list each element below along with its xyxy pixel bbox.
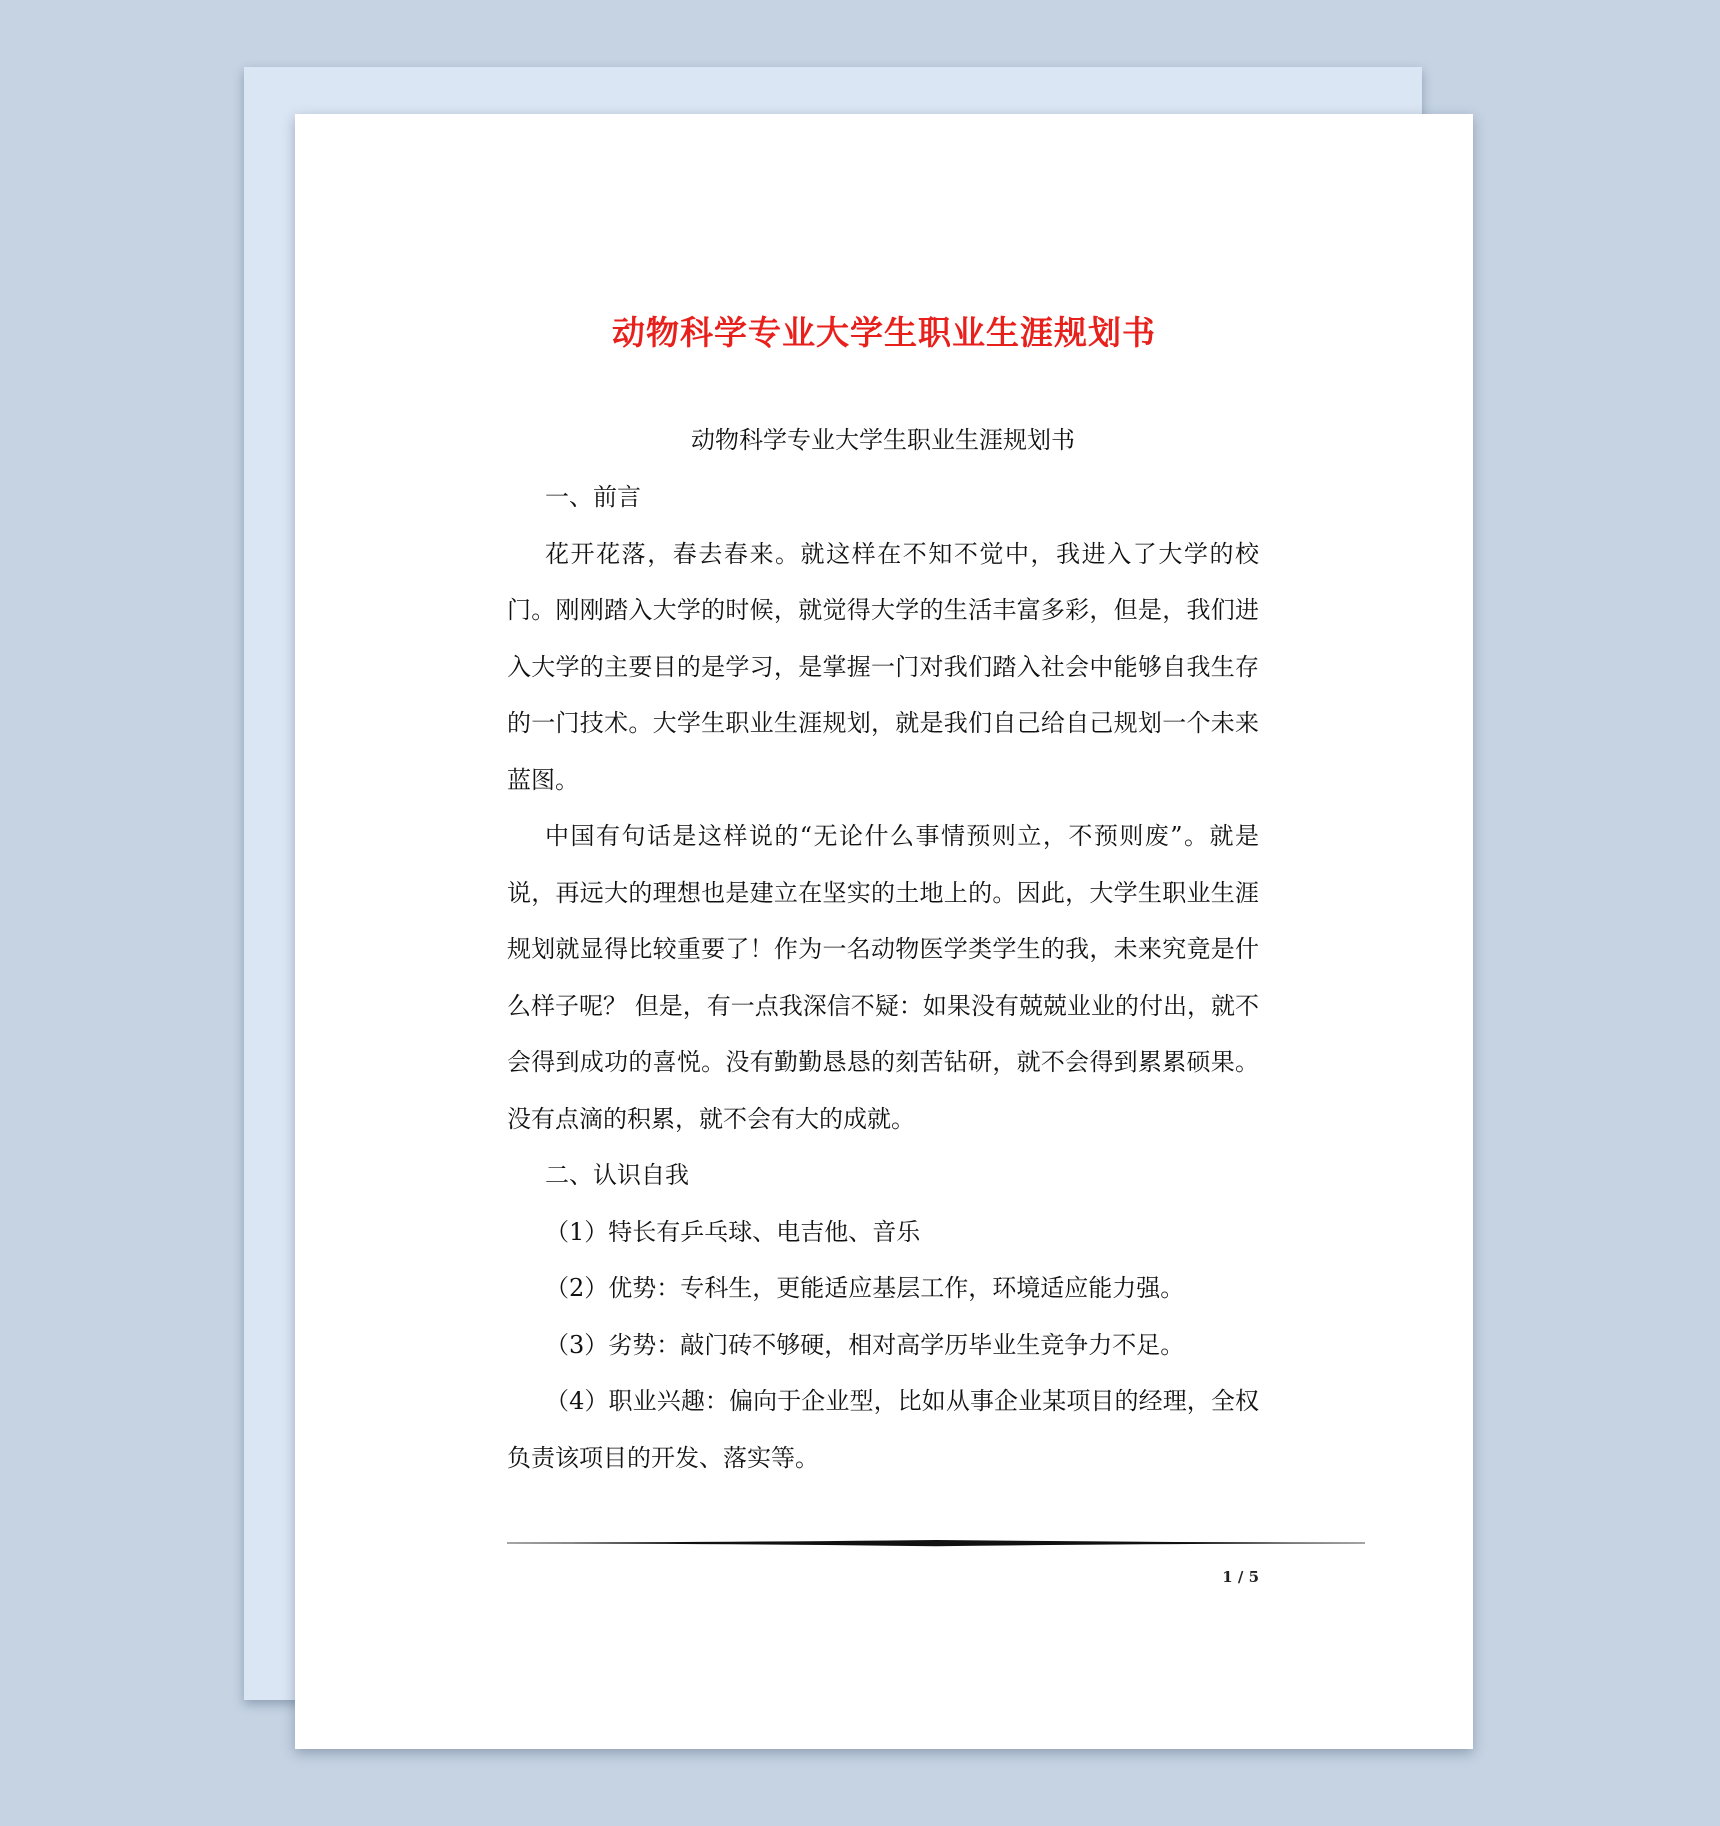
document-body: [507, 412, 1259, 1486]
document-title: 动物科学专业大学生职业生涯规划书: [612, 313, 1156, 352]
page-number: 1 / 5: [1222, 1568, 1259, 1586]
paragraph-intro: 花开花落，春去春来。就这样在不知不觉中，我进入了大学的校门。刚刚踏入大学的时候，就觉得大学的生活丰富多彩，但是，我们进入大学的主要目的是学习，是掌握一门对我们踏入社会中能够自我生存的一门技术。大学生职业生涯规划，就是我们自己给自己规划一个未来蓝图。: [507, 539, 1259, 794]
paragraph-proverb: 中国有句话是这样说的“无论什么事情预则立，不预则废”。就是说，再远大的理想也是建立在坚实的土地上的。因此，大学生职业生涯规划就显得比较重要了！作为一名动物医学类学生的我，未来究竟是什么样子呢？ 但是，有一点我深信不疑：如果没有兢兢业业的付出，就不会得到成功的喜悦。没有勤勤恳恳的刻苦钻研，就不会得到累累硕果。没有点滴的积累，就不会有大的成就。: [507, 822, 1259, 1133]
section-heading-preface: 一、前言: [545, 483, 641, 511]
footer-divider: [507, 1538, 1365, 1548]
document-subtitle: 动物科学专业大学生职业生涯规划书: [691, 426, 1075, 454]
list-item-weaknesses: （3）劣势：敲门砖不够硬，相对高学历毕业生竞争力不足。: [545, 1330, 1185, 1359]
list-item-strengths: （2）优势：专科生，更能适应基层工作，环境适应能力强。: [545, 1274, 1185, 1302]
list-item-career-interest: （4）职业兴趣：偏向于企业型，比如从事企业某项目的经理，全权负责该项目的开发、落实等。: [507, 1387, 1259, 1472]
section-heading-self-knowledge: 二、认识自我: [545, 1161, 689, 1189]
list-item-specialty: （1）特长有乒乓球、电吉他、音乐: [545, 1217, 921, 1246]
document-page: [295, 114, 1473, 1749]
